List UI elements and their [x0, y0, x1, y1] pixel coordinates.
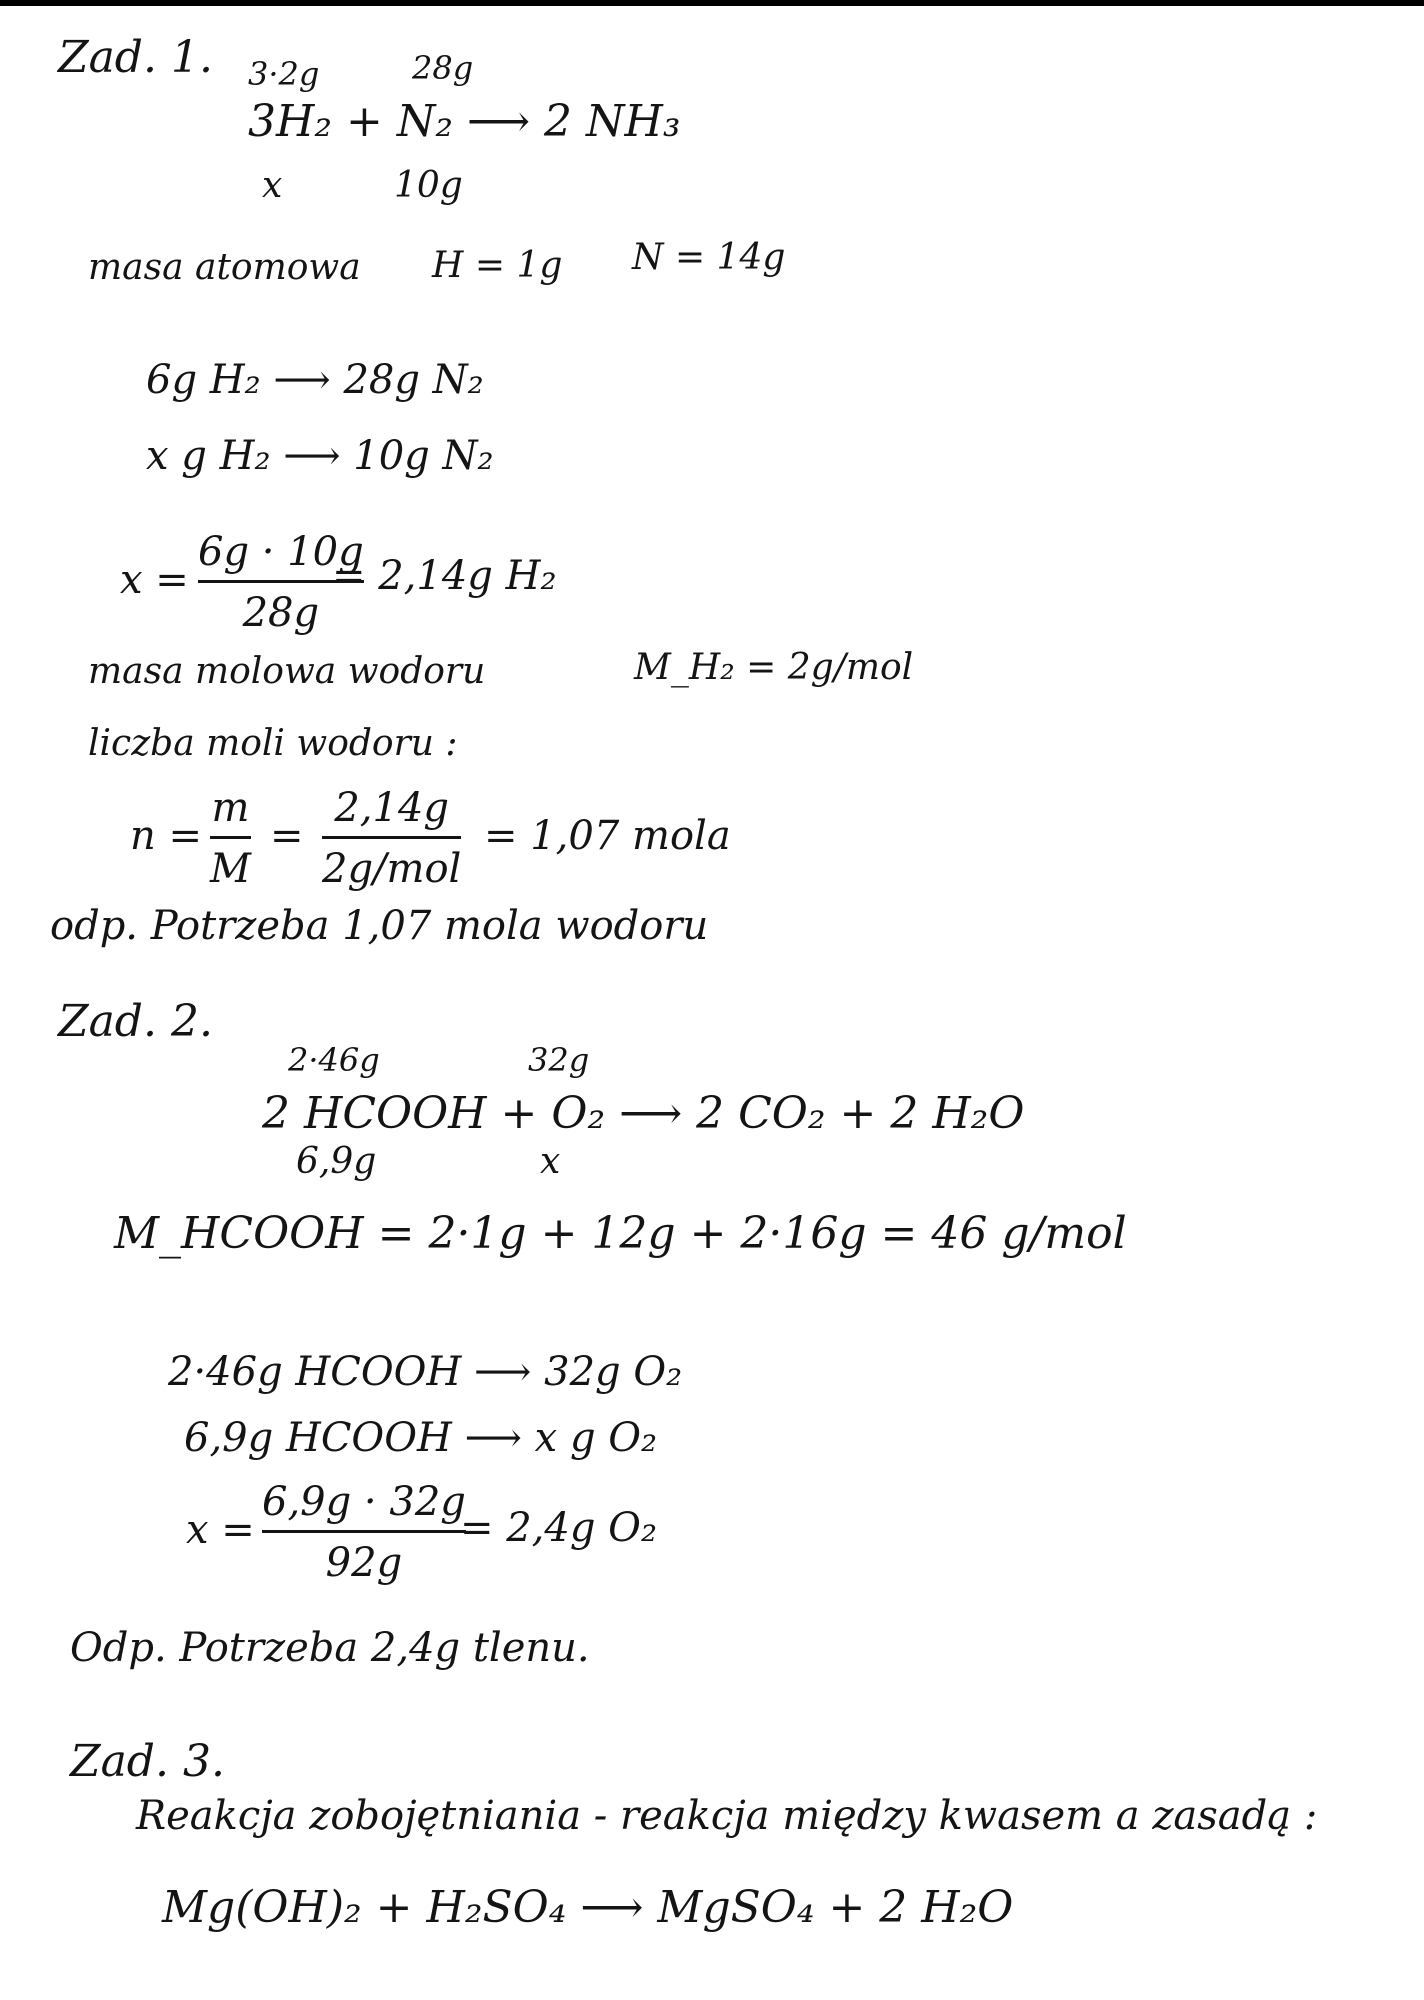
problem2-reaction: 2 HCOOH + O₂ ⟶ 2 CO₂ + 2 H₂O: [262, 1088, 1025, 1139]
problem2-proportion-line-1: 2·46g HCOOH ⟶ 32g O₂: [168, 1349, 683, 1395]
problem2-mass-hcooh: 2·46g: [288, 1041, 380, 1079]
problem1-unknown-x: x: [262, 165, 283, 206]
problem2-unknown-x: x: [540, 1141, 561, 1182]
problem1-atomic-mass-n: N = 14g: [632, 237, 786, 278]
problem1-mass-h2: 3·2g: [248, 55, 320, 93]
problem1-atomic-mass-label: masa atomowa: [88, 247, 361, 288]
problem3-equation: Mg(OH)₂ + H₂SO₄ ⟶ MgSO₄ + 2 H₂O: [162, 1882, 1014, 1933]
problem1-moles-fraction-mM: [210, 786, 251, 891]
problem2-answer: Odp. Potrzeba 2,4g tlenu.: [70, 1625, 590, 1671]
problem2-calc-denominator: 92g: [325, 1540, 403, 1586]
problem3-definition: Reakcja zobojętniania - reakcja między kwasem a zasadą :: [136, 1793, 1318, 1839]
problem2-molar-mass: M_HCOOH = 2·1g + 12g + 2·16g = 46 g/mol: [114, 1208, 1127, 1259]
problem1-proportion-line-2: x g H₂ ⟶ 10g N₂: [146, 433, 494, 479]
problem1-moles-mass: 2,14g: [334, 785, 449, 831]
fraction-bar: [322, 836, 461, 839]
problem2-mass-o2: 32g: [528, 1041, 590, 1079]
problem2-calc-numerator: 6,9g · 32g: [262, 1479, 466, 1525]
problem1-molar-mass-value: M_H₂ = 2g/mol: [634, 647, 914, 688]
problem1-reaction: 3H₂ + N₂ ⟶ 2 NH₃: [248, 96, 681, 147]
problem1-molar-mass-label: masa molowa wodoru: [88, 651, 486, 692]
problem1-calc-lhs: x =: [120, 557, 189, 603]
problem2-given-hcooh: 6,9g: [296, 1141, 377, 1182]
fraction-bar: [262, 1530, 466, 1533]
problem2-calc-lhs: x =: [186, 1507, 255, 1553]
problem2-proportion-line-2: 6,9g HCOOH ⟶ x g O₂: [184, 1415, 658, 1461]
problem2-calc-result: = 2,4g O₂: [460, 1505, 657, 1551]
problem1-calc-numerator: 6g · 10g: [198, 529, 364, 575]
problem1-calc-result: = 2,14g H₂: [332, 553, 557, 599]
problem1-moles-result: = 1,07 mola: [484, 813, 731, 859]
problem3-heading: Zad. 3.: [70, 1736, 225, 1787]
problem1-given-n2: 10g: [394, 165, 463, 206]
problem1-heading: Zad. 1.: [58, 32, 213, 83]
problem1-moles-M: M: [210, 846, 251, 892]
problem1-moles-eq: =: [270, 813, 304, 859]
problem1-moles-m: m: [211, 785, 250, 831]
problem1-proportion-line-1: 6g H₂ ⟶ 28g N₂: [146, 357, 484, 403]
fraction-bar: [210, 836, 251, 839]
problem1-moles-label: liczba moli wodoru :: [88, 723, 458, 764]
problem1-moles-fraction-values: [322, 786, 461, 891]
problem1-mass-n2: 28g: [412, 49, 474, 87]
problem1-moles-molar-mass: 2g/mol: [322, 846, 462, 892]
problem1-calc-denominator: 28g: [242, 590, 320, 636]
problem1-atomic-mass-h: H = 1g: [432, 245, 563, 286]
problem1-answer: odp. Potrzeba 1,07 mola wodoru: [50, 903, 709, 949]
problem2-heading: Zad. 2.: [58, 996, 213, 1047]
problem2-calc-fraction: [262, 1480, 466, 1585]
problem1-moles-lhs: n =: [130, 813, 202, 859]
